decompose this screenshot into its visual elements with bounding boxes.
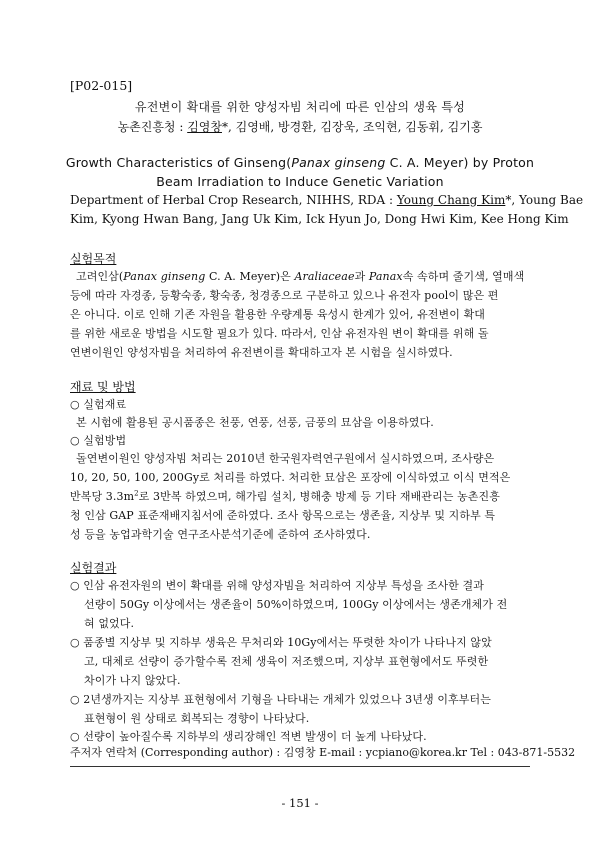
results-bullet-2-line-3: 차이가 나지 않았다. xyxy=(84,674,181,687)
methods-area-text-2: 로 3반복 하였으며, 해가림 설치, 병해충 방제 등 기타 재배관리는 농촌진흥 xyxy=(138,490,500,503)
purpose-genus: Panax xyxy=(368,270,403,283)
en-title-text: Growth Characteristics of Ginseng( xyxy=(65,155,292,170)
results-bullet-1-line-3: 혀 없었다. xyxy=(84,617,135,630)
en-lead-author: Young Chang Kim xyxy=(396,193,506,207)
results-bullet-1-line-2: 선량이 50Gy 이상에서는 생존율이 50%이하였으며, 100Gy 이상에서는 생존개체가 전 xyxy=(84,598,508,611)
kr-coauthors: *, 김영배, 방경환, 김장욱, 조익현, 김동휘, 김기홍 xyxy=(221,120,483,134)
purpose-species: Panax ginseng xyxy=(123,270,206,283)
en-title-text-2: C. A. Meyer) by Proton xyxy=(385,155,535,170)
kr-affiliation: 농촌진흥청 : xyxy=(117,120,188,134)
purpose-line-3: 은 아니다. 이로 인해 기존 자원을 활용한 우량계통 육성시 한계가 있어, 유전변이 확대 xyxy=(70,308,486,321)
methods-line-1: 돌연변이원인 양성자빔 처리는 2010년 한국원자력연구원에서 실시하였으며, 조사량은 xyxy=(76,452,495,465)
english-affiliation-line2: Kim, Kyong Hwan Bang, Jang Uk Kim, Ick Hyun Jo, Dong Hwi Kim, Kee Hong Kim xyxy=(70,212,569,226)
korean-authors xyxy=(0,118,600,135)
purpose-family: Araliaceae xyxy=(294,270,355,283)
methods-line-5: 성 등을 농업과학기술 연구조사분석기준에 준하여 조사하였다. xyxy=(70,528,371,541)
methods-area-text: 반복당 3.3m xyxy=(70,490,135,503)
methods-area-exponent: 2 xyxy=(134,489,139,498)
english-affiliation-line1 xyxy=(70,193,583,207)
purpose-text-2: C. A. Meyer)은 xyxy=(205,270,295,283)
purpose-text: 고려인삼( xyxy=(76,270,124,283)
results-bullet-1-line-1: ○ 인삼 유전자원의 변이 확대를 위해 양성자빔을 처리하여 지상부 특성을 조사한 결과 xyxy=(70,579,484,592)
purpose-text-3: 과 xyxy=(354,270,369,283)
results-bullet-3-line-2: 표현형이 원 상태로 회복되는 경향이 나타났다. xyxy=(84,712,310,725)
abstract-code: [P02-015] xyxy=(70,78,133,93)
en-coauthor-start: *, Young Bae xyxy=(505,193,584,207)
section-heading-purpose: 실험목적 xyxy=(70,252,117,266)
results-bullet-3-line-1: ○ 2년생까지는 지상부 표현형에서 기형을 나타내는 개체가 있었으나 3년생 이후부터는 xyxy=(70,693,491,706)
section-heading-methods: 재료 및 방법 xyxy=(70,380,136,394)
footer-divider xyxy=(70,766,530,767)
korean-title: 유전변이 확대를 위한 양성자빔 처리에 따른 인삼의 생육 특성 xyxy=(134,100,466,114)
methods-line-3 xyxy=(70,488,500,504)
english-title-line1 xyxy=(0,155,600,170)
corresponding-author: 주저자 연락처 (Corresponding author) : 김영창 E-mail : ycpiano@korea.kr Tel : 043-871-5532 xyxy=(70,746,576,759)
en-affiliation: Department of Herbal Crop Research, NIHHS, RDA : xyxy=(70,193,397,207)
en-title-species: Panax ginseng xyxy=(291,155,386,170)
results-bullet-2-line-2: 고, 대체로 선량이 증가할수록 전체 생육이 저조했으며, 지상부 표현형에서도 뚜렷한 xyxy=(84,655,489,668)
english-title-line2: Beam Irradiation to Induce Genetic Variation xyxy=(156,174,444,189)
purpose-text-4: 속 속하며 줄기색, 열매색 xyxy=(402,270,525,283)
methods-sub-materials: ○ 실험재료 xyxy=(70,398,127,411)
purpose-line-4: 를 위한 새로운 방법을 시도할 필요가 있다. 따라서, 인삼 유전자원 변이 확대를 위해 돌 xyxy=(70,327,489,340)
methods-line-2: 10, 20, 50, 100, 200Gy로 처리를 하였다. 처리한 묘삼은 포장에 이식하였고 이식 면적은 xyxy=(70,471,511,484)
page-number: - 151 - xyxy=(281,796,319,810)
results-bullet-2-line-1: ○ 품종별 지상부 및 지하부 생육은 무처리와 10Gy에서는 뚜렷한 차이가 나타나지 않았 xyxy=(70,636,492,649)
purpose-line-2: 등에 따라 자경종, 등황숙종, 황숙종, 청경종으로 구분하고 있으나 유전자 pool이 많은 편 xyxy=(70,289,499,302)
section-heading-results: 실험결과 xyxy=(70,561,117,575)
methods-materials-line: 본 시험에 활용된 공시품종은 천풍, 연풍, 선풍, 금풍의 묘삼을 이용하였다. xyxy=(76,416,434,429)
purpose-line-1 xyxy=(76,268,524,284)
methods-line-4: 청 인삼 GAP 표준재배지침서에 준하였다. 조사 항목으로는 생존율, 지상부 및 지하부 특 xyxy=(70,509,496,522)
methods-sub-method: ○ 실험방법 xyxy=(70,434,127,447)
kr-lead-author: 김영창 xyxy=(187,120,222,134)
purpose-line-5: 연변이원인 양성자빔을 처리하여 유전변이를 확대하고자 본 시험을 실시하였다. xyxy=(70,346,453,359)
results-bullet-4-line-1: ○ 선량이 높아질수록 지하부의 생리장해인 적변 발생이 더 높게 나타났다. xyxy=(70,730,427,743)
